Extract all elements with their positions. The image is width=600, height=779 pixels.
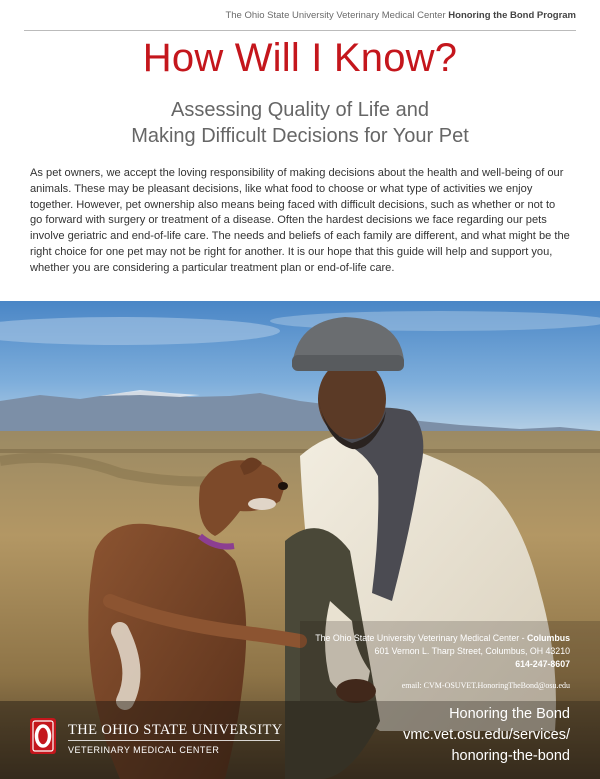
bond-url-line-2[interactable]: honoring-the-bond (451, 748, 570, 764)
bond-url-line-1[interactable]: vmc.vet.osu.edu/services/ (403, 727, 570, 743)
bond-block (403, 704, 570, 767)
logo-university: THE OHIO STATE UNIVERSITY (68, 722, 283, 738)
header-line (24, 10, 576, 21)
page-subtitle (0, 97, 600, 149)
subtitle-line-2: Making Difficult Decisions for Your Pet (131, 125, 469, 147)
logo-divider (68, 740, 280, 741)
contact-address: 601 Vernon L. Tharp Street, Columbus, OH 43210 (374, 646, 570, 656)
osu-logo (30, 718, 290, 764)
page-title: How Will I Know? (142, 36, 458, 80)
contact-center (315, 632, 570, 645)
header-program: Honoring the Bond Program (448, 10, 576, 21)
header-prefix: The Ohio State University Veterinary Medical Center (225, 10, 446, 21)
contact-email[interactable]: email: CVM-OSUVET.HonoringTheBond@osu.edu (401, 681, 570, 690)
block-o-icon (30, 718, 56, 754)
logo-subline: VETERINARY MEDICAL CENTER (68, 745, 220, 755)
contact-phone: 614-247-8607 (515, 659, 570, 669)
bond-name: Honoring the Bond (449, 706, 570, 722)
subtitle-line-1: Assessing Quality of Life and (171, 99, 429, 121)
intro-paragraph: As pet owners, we accept the loving responsibility of making decisions about the health and well-being of our animals. These may be pleasant decisions, like what food to choose or what type of activities we enjoy together. However, pet ownership also means being faced with difficult decisions, such as whether or not to go forward with surgery or treatment of a disease. Often the hardest decisions we face regarding our pets involve geriatric and end-of-life care. The needs and beliefs of each family are different, and what might be the right choice for one pet may not be right for another. It is our hope that this guide will help and support you, whether you are considering a particular treatment plan or end-of-life care. (30, 167, 570, 274)
header-rule (24, 30, 576, 31)
contact-center-name: The Ohio State University Veterinary Medical Center - (315, 633, 527, 643)
contact-block (315, 632, 570, 692)
contact-campus: Columbus (526, 633, 570, 643)
